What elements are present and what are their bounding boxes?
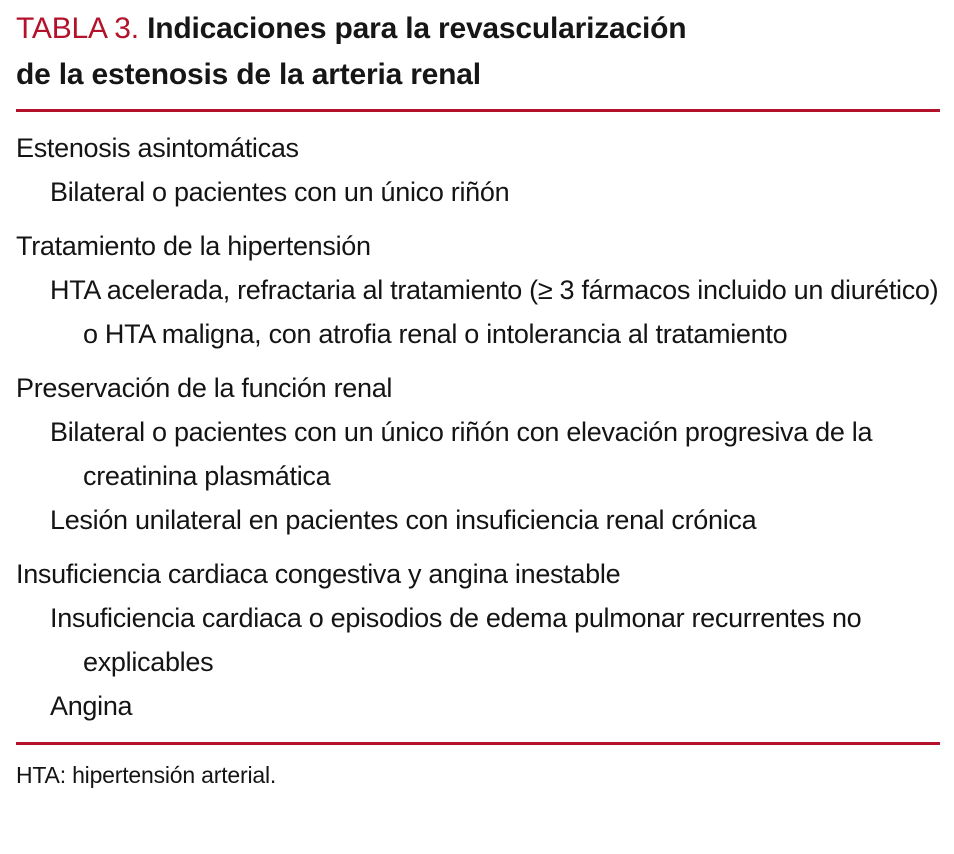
section-item: Lesión unilateral en pacientes con insuficiencia renal crónica xyxy=(50,505,757,535)
section-item: Bilateral o pacientes con un único riñón xyxy=(50,177,510,207)
table-container xyxy=(16,0,940,793)
table-footnote: HTA: hipertensión arterial. xyxy=(16,762,277,788)
section-renal-function xyxy=(16,366,940,542)
section-item: Bilateral o pacientes con un único riñón con elevación progresiva de la creatinina plasmática xyxy=(50,417,873,491)
table-title xyxy=(16,0,940,98)
section-heading: Tratamiento de la hipertensión xyxy=(16,231,371,261)
section-heading: Insuficiencia cardiaca congestiva y angina inestable xyxy=(16,559,621,589)
section-item: Angina xyxy=(50,691,133,721)
table-title-line1: Indicaciones para la revascularización xyxy=(147,12,687,45)
table-label: TABLA 3. xyxy=(16,12,139,45)
section-item: HTA acelerada, refractaria al tratamiento (≥ 3 fármacos incluido un diurético) o HTA maligna, con atrofia renal o intolerancia al tratamiento xyxy=(50,275,939,349)
section-heart-failure xyxy=(16,552,940,728)
section-heading: Preservación de la función renal xyxy=(16,373,393,403)
section-heading: Estenosis asintomáticas xyxy=(16,133,299,163)
table-title-line2: de la estenosis de la arteria renal xyxy=(16,58,481,91)
table-body xyxy=(16,112,940,742)
section-asymptomatic xyxy=(16,126,940,214)
section-hypertension xyxy=(16,224,940,356)
section-item: Insuficiencia cardiaca o episodios de edema pulmonar recurrentes no explicables xyxy=(50,603,862,677)
